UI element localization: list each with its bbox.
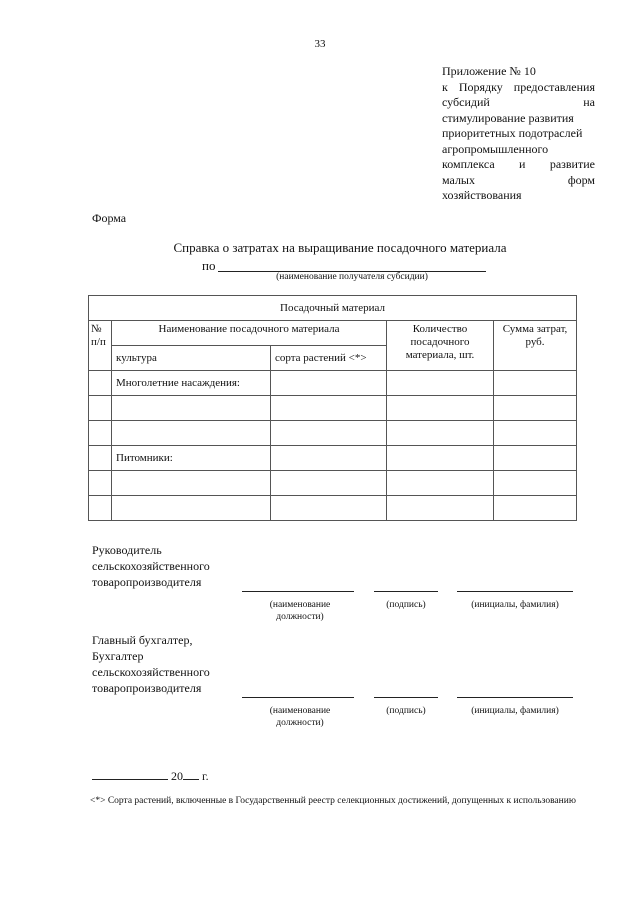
header-variety: сорта растений <*> [271,346,387,371]
annex-line: Приложение № 10 [442,64,536,78]
table-header-row [89,296,577,321]
section-perennial: Многолетние насаждения: [112,371,271,396]
cell[interactable] [89,396,112,421]
table-row [89,371,577,396]
cell[interactable] [112,496,271,521]
annex-line: приоритетных подотраслей [442,126,583,140]
annex-line [442,80,595,96]
label-line: Главный бухгалтер, [92,633,193,647]
cell[interactable] [387,446,494,471]
header-planting-material: Посадочный материал [89,296,577,321]
head-name-line[interactable] [457,591,573,592]
caption-signature: (подпись) [386,600,426,610]
accountant-signature-line[interactable] [374,697,438,698]
annex-word: к [442,79,448,94]
caption-name: (инициалы, фамилия) [471,600,559,610]
cell[interactable] [387,471,494,496]
cell[interactable] [112,421,271,446]
cell[interactable] [271,396,387,421]
header-culture: культура [112,346,271,371]
caption-position: (наименование должности) [269,600,331,622]
date-line [92,767,209,784]
annex-word: и [519,157,526,171]
annex-line: стимулирование развития [442,110,574,125]
recipient-prefix: по [202,258,216,273]
cell[interactable] [271,471,387,496]
annex-line: агропромышленного [442,141,549,156]
header-number: № п/п [89,321,112,371]
header-quantity: Количество посадочного материала, шт. [387,321,494,371]
label-line: Руководитель [92,543,162,557]
cell[interactable] [271,446,387,471]
table-row [89,471,577,496]
annex-word: субсидий [442,95,490,109]
annex-word: комплекса [442,157,495,171]
cell[interactable] [494,396,577,421]
cell[interactable] [387,396,494,421]
annex-word: малых [442,172,475,187]
annex-header [442,64,595,204]
label-line: сельскохозяйственного [92,559,210,573]
cell[interactable] [494,421,577,446]
cell[interactable] [89,421,112,446]
recipient-hint: (наименование получателя субсидии) [276,272,428,282]
cell[interactable] [271,496,387,521]
cell[interactable] [89,446,112,471]
annex-word: на [583,95,595,109]
date-day-month-field[interactable] [92,767,168,780]
annex-word: предоставления [513,79,595,94]
planting-material-table [88,295,577,521]
cell[interactable] [89,496,112,521]
cell[interactable] [89,371,112,396]
cell[interactable] [387,371,494,396]
annex-line [442,95,595,111]
cell[interactable] [494,496,577,521]
accountant-label [92,632,210,696]
cell[interactable] [112,396,271,421]
caption-signature: (подпись) [386,706,426,716]
accountant-name-line[interactable] [457,697,573,698]
cell[interactable] [271,421,387,446]
table-row [89,496,577,521]
accountant-position-line[interactable] [242,697,354,698]
head-signature-line[interactable] [374,591,438,592]
label-line: товаропроизводителя [92,575,202,589]
cell[interactable] [387,496,494,521]
label-line: Бухгалтер [92,649,144,663]
cell[interactable] [494,371,577,396]
head-label [92,542,210,590]
date-suffix: г. [202,769,209,783]
caption-name: (инициалы, фамилия) [471,706,559,716]
annex-line: хозяйствования [442,188,522,202]
table-row [89,396,577,421]
form-label: Форма [92,211,127,225]
annex-word: развитие [549,157,595,171]
table-row [89,421,577,446]
table-header-row [89,321,577,346]
header-sum: Сумма затрат, руб. [494,321,577,371]
table-row [89,446,577,471]
annex-line [442,157,595,173]
label-line: товаропроизводителя [92,681,202,695]
annex-word: Порядку [458,79,503,94]
header-name: Наименование посадочного материала [112,321,387,346]
footnote: <*> Сорта растений, включенные в Государственный реестр селекционных достижений, допущенных к использованию [90,796,576,806]
section-nurseries: Питомники: [112,446,271,471]
head-position-line[interactable] [242,591,354,592]
annex-word: форм [567,172,595,187]
date-year-field[interactable] [183,767,199,780]
cell[interactable] [271,371,387,396]
cell[interactable] [387,421,494,446]
cell[interactable] [494,446,577,471]
cell[interactable] [112,471,271,496]
cell[interactable] [494,471,577,496]
caption-position: (наименование должности) [269,706,331,728]
page-number: 33 [314,38,326,50]
document-title: Справка о затратах на выращивание посадочного материала [173,240,507,255]
date-year-prefix: 20 [171,769,183,783]
cell[interactable] [89,471,112,496]
label-line: сельскохозяйственного [92,665,210,679]
annex-line [442,173,595,189]
